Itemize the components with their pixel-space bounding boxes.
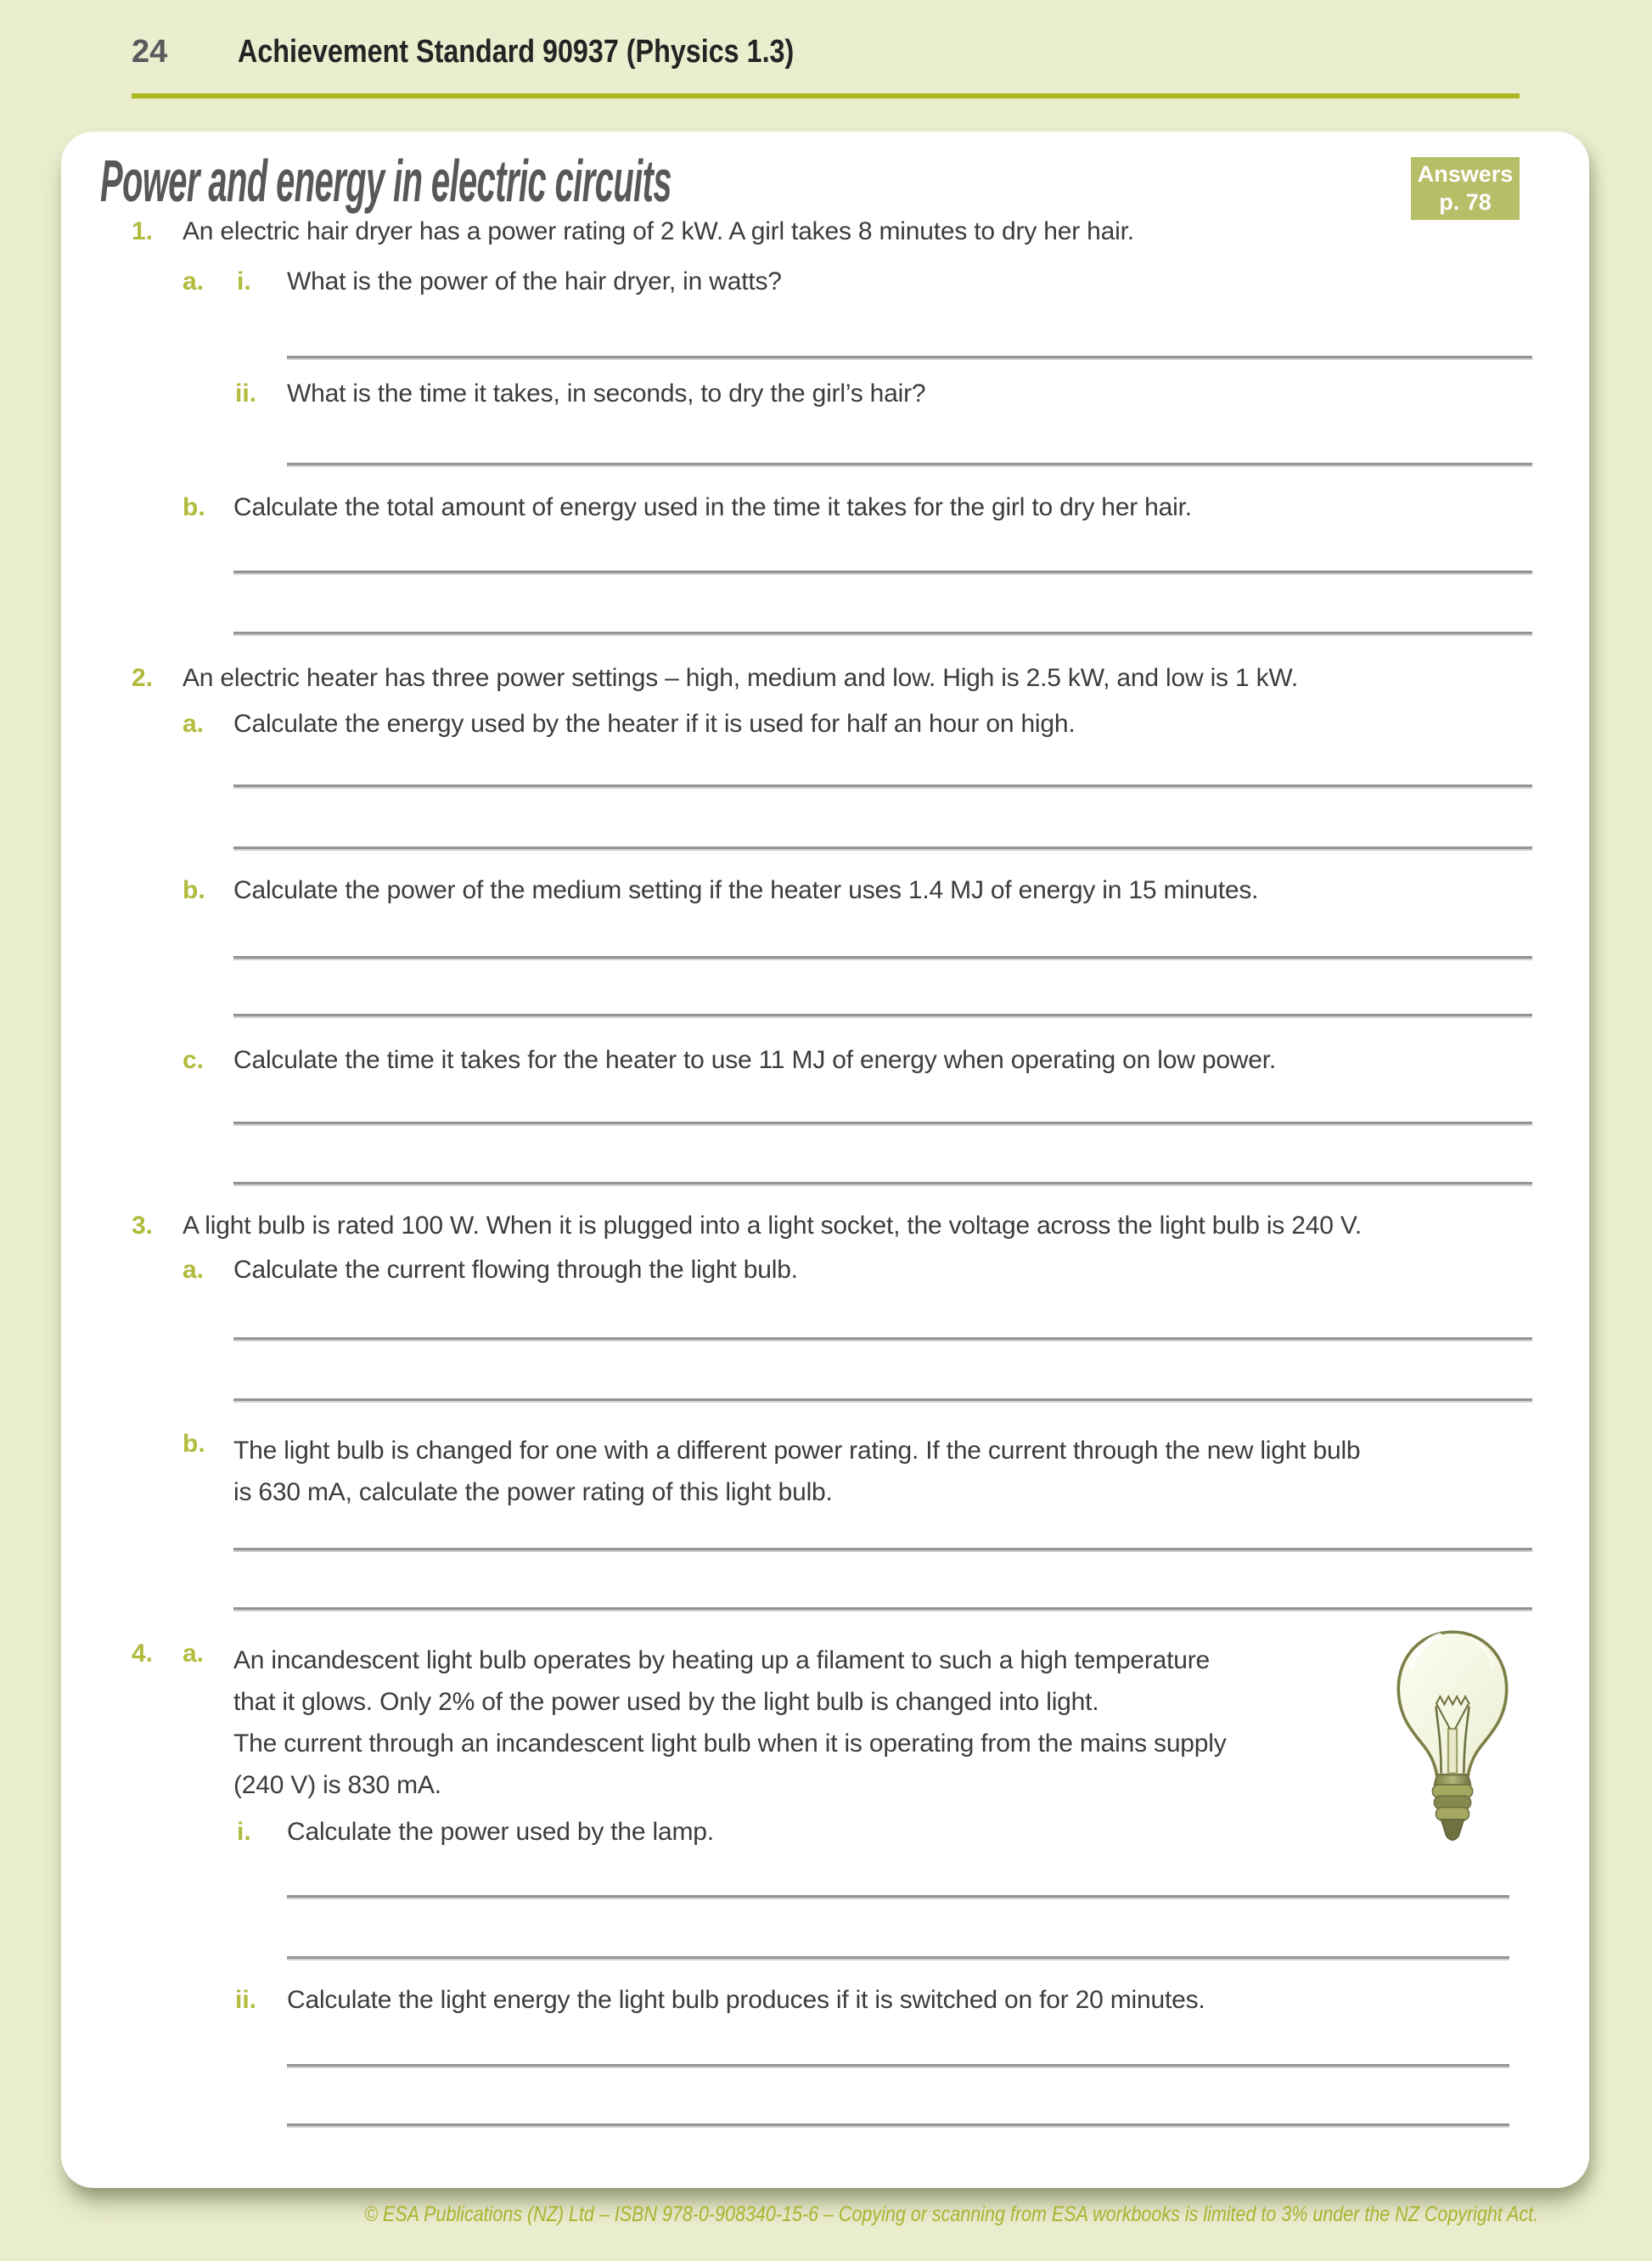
answer-line	[233, 1548, 1532, 1550]
part-i-text: Calculate the power used by the lamp.	[287, 1818, 714, 1846]
answer-line	[233, 846, 1532, 849]
answer-line	[233, 1607, 1532, 1610]
answers-badge-title: Answers	[1417, 161, 1514, 187]
answer-line	[287, 1956, 1509, 1959]
question-3-number: 3.	[132, 1212, 154, 1240]
part-ii-label: ii.	[235, 1986, 257, 2014]
answer-line	[287, 2123, 1509, 2126]
part-b-label: b.	[183, 876, 205, 904]
answer-line	[233, 785, 1532, 787]
part-c-text: Calculate the time it takes for the heater to use 11 MJ of energy when operating on low power.	[233, 1046, 1277, 1074]
question-1-text: An electric hair dryer has a power rating of 2 kW. A girl takes 8 minutes to dry her hair.	[183, 217, 1134, 245]
answer-line	[233, 632, 1532, 634]
part-ii-label: ii.	[235, 380, 257, 408]
answer-line	[233, 1398, 1532, 1401]
worksheet-card	[61, 132, 1589, 2188]
part-ii-text: What is the time it takes, in seconds, to dry the girl’s hair?	[287, 380, 926, 408]
light-bulb-image	[1385, 1628, 1520, 1850]
part-a-label: a.	[183, 710, 205, 738]
header-title: Achievement Standard 90937 (Physics 1.3)	[238, 34, 795, 70]
part-c-label: c.	[183, 1046, 205, 1074]
question-2-number: 2.	[132, 664, 154, 692]
question-3-text: A light bulb is rated 100 W. When it is plugged into a light socket, the voltage across the light bulb is 240 V.	[183, 1212, 1363, 1240]
answer-line	[287, 356, 1532, 358]
answer-line	[287, 463, 1532, 465]
part-ii-text: Calculate the light energy the light bulb produces if it is switched on for 20 minutes.	[287, 1986, 1205, 2014]
page-number: 24	[132, 34, 168, 70]
answers-badge-page-ref: p. 78	[1439, 189, 1492, 215]
part-a-text: An incandescent light bulb operates by heating up a filament to such a high temperature that it glows. Only 2% of the power used by the light bulb is changed into light.	[233, 1646, 1211, 1716]
answer-line	[233, 571, 1532, 573]
worksheet-title: Power and energy in electric circuits	[100, 148, 671, 214]
footer-copyright: © ESA Publications (NZ) Ltd – ISBN 978-0-908340-15-6 – Copying or scanning from ESA workbooks is limited to 3% under the NZ Copyright Act.	[364, 2202, 1538, 2226]
answer-line	[233, 1337, 1532, 1340]
answer-line	[287, 1895, 1509, 1898]
question-1-number: 1.	[132, 217, 154, 245]
part-a-label: a.	[183, 1640, 205, 1668]
part-i-label: i.	[237, 267, 251, 295]
answer-line	[233, 1014, 1532, 1016]
question-2-text: An electric heater has three power settings – high, medium and low. High is 2.5 kW, and low is 1 kW.	[183, 664, 1298, 692]
answer-line	[233, 1182, 1532, 1184]
answer-line	[233, 956, 1532, 959]
part-b-text: Calculate the total amount of energy used in the time it takes for the girl to dry her hair.	[233, 493, 1192, 521]
part-i-label: i.	[237, 1818, 251, 1846]
part-i-text: What is the power of the hair dryer, in watts?	[287, 267, 782, 295]
part-a-text: Calculate the energy used by the heater if it is used for half an hour on high.	[233, 710, 1076, 738]
answer-line	[233, 1122, 1532, 1124]
question-4-number: 4.	[132, 1640, 154, 1668]
part-a-label: a.	[183, 1256, 205, 1284]
part-a-text: Calculate the current flowing through the light bulb.	[233, 1256, 798, 1284]
part-b-label: b.	[183, 493, 205, 521]
part-a-label: a.	[183, 267, 205, 295]
header-rule	[132, 93, 1520, 98]
part-b-text: The light bulb is changed for one with a different power rating. If the current through the new light bulb is 630 mA, calculate the power rating of this light bulb.	[233, 1437, 1361, 1506]
part-b-label: b.	[183, 1430, 205, 1458]
part-b-text: Calculate the power of the medium setting if the heater uses 1.4 MJ of energy in 15 minutes.	[233, 876, 1259, 904]
answers-badge	[1411, 157, 1520, 220]
part-a-text-continued: The current through an incandescent light bulb when it is operating from the mains supply (240 V) is 830 mA.	[233, 1729, 1227, 1799]
answer-line	[287, 2064, 1509, 2067]
